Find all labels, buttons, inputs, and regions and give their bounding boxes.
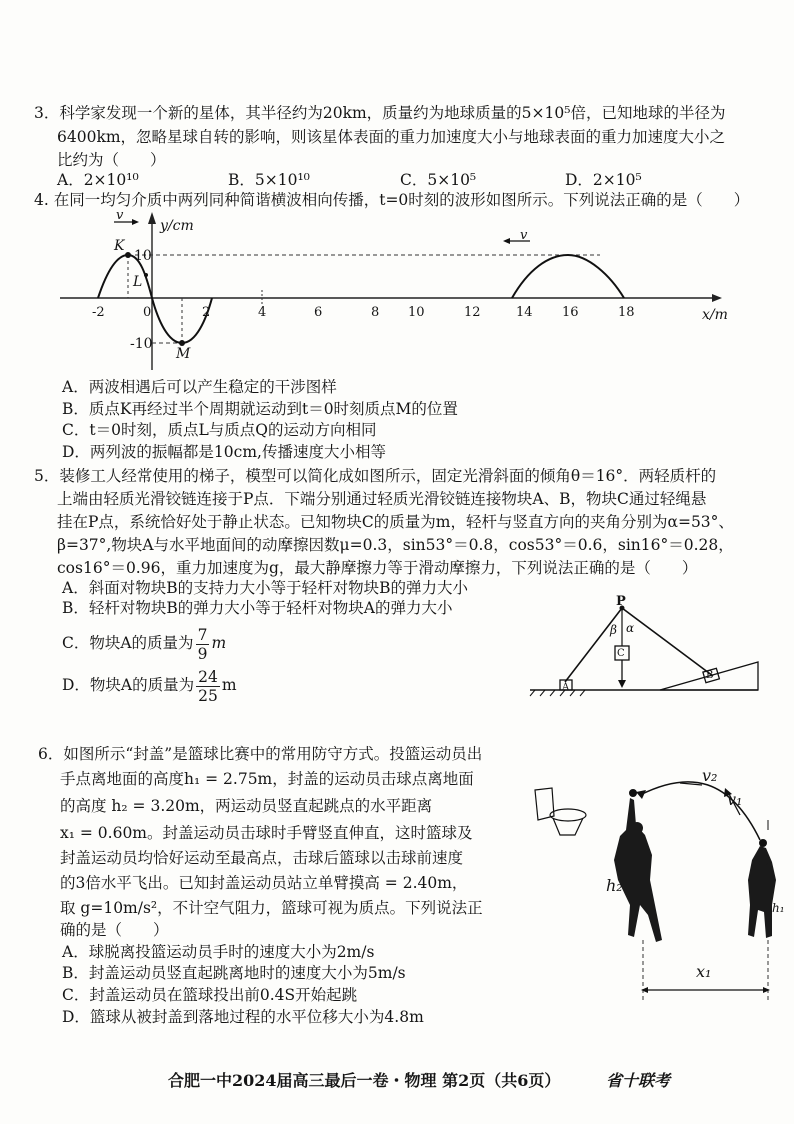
x-axis-arrow — [712, 294, 722, 302]
xtick-14: 14 — [516, 305, 533, 320]
q4-option-d: D．两列波的振幅都是10cm,传播速度大小相等 — [62, 443, 386, 461]
xtick-n2: -2 — [92, 305, 105, 320]
q6-option-b: B．封盖运动员竖直起跳离地时的速度大小为5m/s — [62, 964, 406, 982]
fig5-label-a: A — [562, 682, 570, 693]
xtick-8: 8 — [371, 305, 380, 320]
wave-label-k: K — [114, 238, 125, 254]
wave-y-top: 10 — [134, 248, 152, 264]
q6-line8: 确的是（ ） — [60, 921, 169, 939]
q5-option-b: B．轻杆对物块B的弹力大小等于轻杆对物块A的弹力大小 — [62, 599, 453, 617]
q5-option-c-fraction — [196, 626, 210, 663]
xtick-16: 16 — [562, 305, 579, 320]
q6-line2: 手点离地面的高度h₁ = 2.75m，封盖的运动员击球点离地面 — [60, 770, 474, 788]
footer-stamp: 省十联考 — [606, 1071, 671, 1090]
q6-option-d: D．篮球从被封盖到落地过程的水平位移大小为4.8m — [62, 1008, 424, 1026]
q4-option-a: A．两波相遇后可以产生稳定的干涉图样 — [62, 378, 337, 396]
q5-option-a: A．斜面对物块B的支持力大小等于轻杆对物块B的弹力大小 — [62, 579, 468, 597]
q5-option-d — [62, 666, 237, 705]
q3-option-d: D．2×10⁵ — [565, 171, 642, 189]
q5-c-denominator: 9 — [197, 644, 208, 663]
q3-option-c: C．5×10⁵ — [400, 171, 477, 189]
shooter-silhouette — [748, 846, 776, 938]
fig5-label-p: P — [616, 594, 626, 609]
xtick-6: 6 — [314, 305, 323, 320]
wave-ylabel: y/cm — [160, 218, 194, 234]
xtick-10: 10 — [408, 305, 425, 320]
right-wave — [512, 255, 624, 298]
point-k — [125, 252, 131, 258]
q5-option-c — [62, 624, 226, 663]
q3-line2: 6400km，忽略星球自转的影响，则该星体表面的重力加速度大小与地球表面的重力加速度大小之 — [57, 128, 726, 146]
q5-d-numerator: 24 — [198, 667, 218, 686]
wave-label-l: L — [133, 274, 143, 290]
fig5-label-c: C — [617, 648, 625, 659]
fig6-label-v1: v₁ — [727, 790, 743, 809]
wave-label-v-left: v — [116, 208, 124, 223]
q6-line5: 封盖运动员均恰好运动至最高点，击球后篮球以击球前速度 — [60, 849, 464, 867]
hoop-icon — [535, 788, 586, 835]
q5-option-c-label: C．物块A的质量为 — [62, 634, 194, 652]
q4-stem: 4. 在同一均匀介质中两列同种简谐横波相向传播，t=0时刻的波形如图所示。下列说法正确的是（ ） — [34, 191, 750, 209]
ball-top — [629, 789, 637, 797]
q6-line1: 6．如图所示“封盖”是篮球比赛中的常用防守方式。投篮运动员出 — [38, 745, 483, 763]
q3-option-b: B．5×10¹⁰ — [228, 171, 310, 189]
q5-c-unit: m — [211, 634, 227, 652]
fig6-label-v2: v₂ — [702, 766, 718, 785]
wave-label-m: M — [176, 346, 191, 362]
blocker-silhouette — [614, 798, 662, 942]
q5-line1: 5．装修工人经常使用的梯子，模型可以简化成如图所示，固定光滑斜面的倾角θ＝16°．两轻质杆的 — [34, 467, 717, 485]
rod-b — [622, 608, 713, 676]
xtick-12: 12 — [464, 305, 481, 320]
q3-line1: 3．科学家发现一个新的星体，其半径约为20km，质量约为地球质量的5×10⁵倍，已知地球的半径为 — [34, 104, 726, 122]
xtick-4: 4 — [258, 305, 267, 320]
q6-option-a: A．球脱离投篮运动员手时的速度大小为2m/s — [62, 943, 375, 961]
xtick-2: 2 — [202, 305, 211, 320]
y-axis-arrow — [148, 212, 156, 224]
q5-option-d-fraction — [196, 668, 220, 705]
left-wave — [98, 255, 212, 343]
q6-option-c: C．封盖运动员在篮球投出前0.4S开始起跳 — [62, 986, 358, 1004]
q6-line3: 的高度 h₂ = 3.20m，两运动员竖直起跳点的水平距离 — [60, 797, 433, 815]
q3-option-a: A．2×10¹⁰ — [57, 171, 139, 189]
q4-option-b: B．质点K再经过半个周期就运动到t＝0时刻质点M的位置 — [62, 400, 458, 418]
q5-line3: 挂在P点，系统恰好处于静止状态。已知物块C的质量为m，轻杆与竖直方向的夹角分别为α=53°、 — [57, 513, 734, 531]
q5-line4: β=37°,物块A与水平地面间的动摩擦因数μ=0.3，sin53°＝0.8，cos53°＝0.6，sin16°＝0.28， — [57, 536, 734, 554]
fig6-label-x1: x₁ — [696, 962, 712, 981]
footer-page-info: 合肥一中2024届高三最后一卷・物理 第2页（共6页） — [168, 1071, 561, 1090]
fig5-label-alpha: α — [626, 621, 635, 635]
xtick-0: 0 — [143, 305, 152, 320]
wave-y-bottom: -10 — [130, 336, 153, 352]
fig6-label-h1: h₁ — [772, 901, 785, 915]
ball-right — [759, 839, 767, 847]
wave-xlabel: x/m — [702, 307, 728, 323]
q3-line3: 比约为（ ） — [57, 151, 166, 169]
q5-option-d-label: D．物块A的质量为 — [62, 676, 195, 694]
xtick-18: 18 — [618, 305, 635, 320]
point-l — [144, 273, 148, 277]
q4-option-c: C．t＝0时刻，质点L与质点Q的运动方向相同 — [62, 421, 377, 439]
q6-line4: x₁ = 0.60m。封盖运动员击球时手臂竖直伸直，这时篮球及 — [60, 824, 473, 842]
q5-line2: 上端由轻质光滑铰链连接于P点．下端分别通过轻质光滑铰链连接物块A、B，物块C通过轻绳悬 — [57, 490, 707, 508]
fig5-label-b: B — [706, 670, 714, 681]
q6-line7: 取 g=10m/s²，不计空气阻力，篮球可视为质点。下列说法正 — [60, 899, 483, 917]
fig6-label-h2: h₂ — [606, 876, 623, 895]
ground-hatch — [530, 690, 585, 696]
q5-d-denominator: 25 — [198, 686, 218, 705]
q5-d-unit: m — [221, 676, 237, 694]
q5-line5: cos16°＝0.96，重力加速度为g，最大静摩擦力等于滑动摩擦力，下列说法正确的是（ ） — [57, 559, 698, 577]
wave-label-v-right: v — [520, 228, 528, 243]
q5-c-numerator: 7 — [197, 625, 208, 644]
fig5-label-beta: β — [610, 623, 617, 637]
q6-line6: 的3倍水平飞出。已知封盖运动员站立单臂摸高 = 2.40m， — [60, 874, 468, 892]
